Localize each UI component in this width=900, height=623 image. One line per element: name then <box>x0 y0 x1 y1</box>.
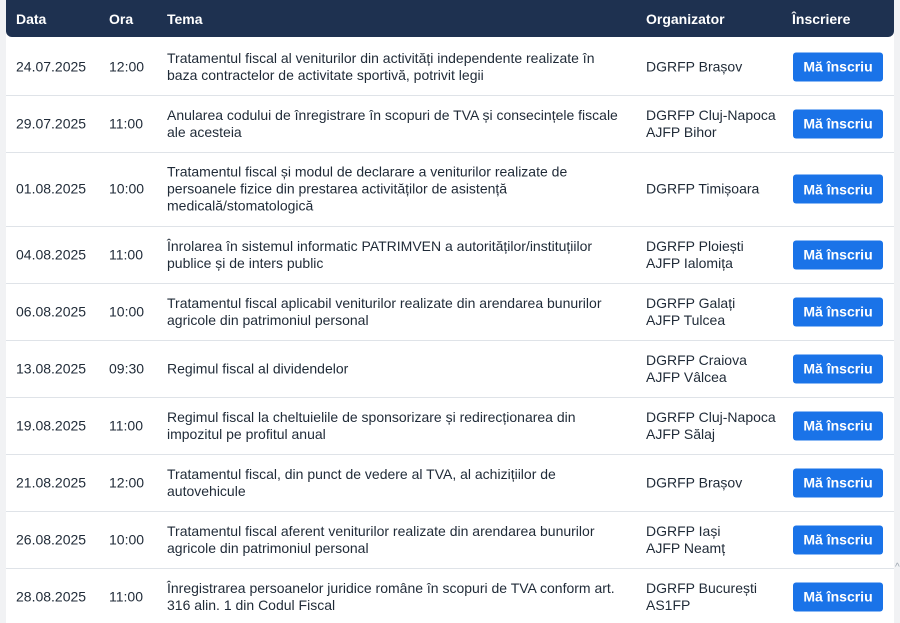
header-organizer: Organizator <box>646 11 725 27</box>
topic-line: impozitul pe profitul anual <box>167 425 326 442</box>
row-date: 29.07.2025 <box>16 115 87 131</box>
register-button[interactable]: Mă înscriu <box>793 411 883 440</box>
row-time: 12:00 <box>109 58 145 74</box>
row-date: 19.08.2025 <box>16 417 87 433</box>
topic-line: Regimul fiscal al dividendelor <box>167 360 349 376</box>
row-date: 06.08.2025 <box>16 303 87 319</box>
row-topic <box>167 580 637 614</box>
register-button[interactable]: Mă înscriu <box>793 354 883 383</box>
row-organizer <box>646 409 786 443</box>
topic-line: 316 alin. 1 din Codul Fiscal <box>167 596 336 613</box>
organizer-line: AJFP Vâlcea <box>646 368 727 385</box>
row-time: 10:00 <box>109 531 145 547</box>
table-header <box>6 0 894 37</box>
table-row <box>6 454 894 512</box>
topic-line: Regimul fiscal la cheltuielile de sponsorizare și redirecționarea din <box>167 408 576 425</box>
topic-line: medicală/stomatologică <box>167 197 314 214</box>
row-time: 10:00 <box>109 303 145 319</box>
row-organizer <box>646 580 786 614</box>
row-topic <box>167 466 637 500</box>
table-row <box>6 397 894 455</box>
table-row <box>6 152 894 227</box>
organizer-line: AJFP Tulcea <box>646 311 726 328</box>
organizer-line: DGRFP Galați <box>646 294 736 311</box>
topic-line: Înrolarea în sistemul informatic PATRIMVEN a autorităților/instituțiilor <box>167 237 593 254</box>
table-row <box>6 511 894 569</box>
topic-line: Tratamentul fiscal aferent veniturilor realizate din arendarea bunurilor <box>167 522 595 539</box>
row-date: 13.08.2025 <box>16 360 87 376</box>
topic-line: baza contractelor de activitate sportivă, potrivit legii <box>167 66 484 83</box>
topic-line: persoanele fizice din prestarea activităților de asistență <box>167 180 508 197</box>
row-organizer <box>646 107 786 141</box>
row-topic <box>167 360 637 377</box>
row-date: 28.08.2025 <box>16 588 87 604</box>
organizer-line: DGRFP Ploiești <box>646 237 744 254</box>
row-organizer <box>646 352 786 386</box>
topic-line: Anularea codului de înregistrare în scopuri de TVA și consecințele fiscale <box>167 106 618 123</box>
topic-line: Tratamentul fiscal și modul de declarare a veniturilor realizate de <box>167 163 568 180</box>
row-topic <box>167 523 637 557</box>
row-organizer <box>646 474 786 491</box>
table-row <box>6 226 894 284</box>
row-topic <box>167 409 637 443</box>
header-date: Data <box>16 11 47 27</box>
topic-line: autovehicule <box>167 482 246 499</box>
row-date: 24.07.2025 <box>16 58 87 74</box>
row-time: 11:00 <box>109 115 143 131</box>
row-time: 09:30 <box>109 360 145 376</box>
row-date: 01.08.2025 <box>16 180 87 197</box>
topic-line: Tratamentul fiscal aplicabil veniturilor realizate din arendarea bunurilor <box>167 294 602 311</box>
row-organizer <box>646 181 786 198</box>
row-topic <box>167 107 637 141</box>
row-topic <box>167 164 637 215</box>
row-time: 10:00 <box>109 180 145 197</box>
edge-glyph: ^ <box>895 562 900 573</box>
header-time: Ora <box>109 11 134 27</box>
organizer-line: AS1FP <box>646 596 691 613</box>
register-button[interactable]: Mă înscriu <box>793 175 883 204</box>
organizer-line: DGRFP Cluj-Napoca <box>646 408 776 425</box>
table-row <box>6 38 894 96</box>
row-time: 12:00 <box>109 474 145 490</box>
table-row <box>6 95 894 153</box>
topic-line: Înregistrarea persoanelor juridice române în scopuri de TVA conform art. <box>167 579 615 596</box>
header-registration: Înscriere <box>792 11 851 27</box>
row-topic <box>167 238 637 272</box>
row-date: 04.08.2025 <box>16 246 87 262</box>
organizer-line: AJFP Ialomița <box>646 254 733 271</box>
row-organizer <box>646 238 786 272</box>
organizer-line: DGRFP Timișoara <box>646 180 760 197</box>
row-time: 11:00 <box>109 588 143 604</box>
table-row <box>6 283 894 341</box>
topic-line: ale acesteia <box>167 123 242 140</box>
topic-line: Tratamentul fiscal, din punct de vedere al TVA, al achizițiilor de <box>167 465 556 482</box>
topic-line: agricole din patrimoniul personal <box>167 539 369 556</box>
organizer-line: DGRFP Iași <box>646 522 721 539</box>
organizer-line: AJFP Bihor <box>646 123 717 140</box>
register-button[interactable]: Mă înscriu <box>793 297 883 326</box>
register-button[interactable]: Mă înscriu <box>793 582 883 611</box>
topic-line: publice și de inters public <box>167 254 324 271</box>
row-topic <box>167 295 637 329</box>
table-row <box>6 340 894 398</box>
register-button[interactable]: Mă înscriu <box>793 52 883 81</box>
topic-line: Tratamentul fiscal al veniturilor din activități independente realizate în <box>167 49 595 66</box>
organizer-line: AJFP Sălaj <box>646 425 715 442</box>
topic-line: agricole din patrimoniul personal <box>167 311 369 328</box>
row-organizer <box>646 295 786 329</box>
row-date: 26.08.2025 <box>16 531 87 547</box>
row-time: 11:00 <box>109 417 143 433</box>
organizer-line: DGRFP București <box>646 579 757 596</box>
organizer-line: DGRFP Cluj-Napoca <box>646 106 776 123</box>
header-topic: Tema <box>167 11 203 27</box>
row-organizer <box>646 523 786 557</box>
organizer-line: DGRFP Brașov <box>646 58 743 74</box>
organizer-line: AJFP Neamț <box>646 539 726 556</box>
register-button[interactable]: Mă înscriu <box>793 240 883 269</box>
organizer-line: DGRFP Craiova <box>646 351 747 368</box>
table-row <box>6 568 894 623</box>
row-time: 11:00 <box>109 246 143 262</box>
row-date: 21.08.2025 <box>16 474 87 490</box>
register-button[interactable]: Mă înscriu <box>793 525 883 554</box>
events-table <box>6 0 894 623</box>
row-topic <box>167 50 637 84</box>
register-button[interactable]: Mă înscriu <box>793 468 883 497</box>
register-button[interactable]: Mă înscriu <box>793 109 883 138</box>
row-organizer <box>646 58 786 75</box>
organizer-line: DGRFP Brașov <box>646 474 743 490</box>
